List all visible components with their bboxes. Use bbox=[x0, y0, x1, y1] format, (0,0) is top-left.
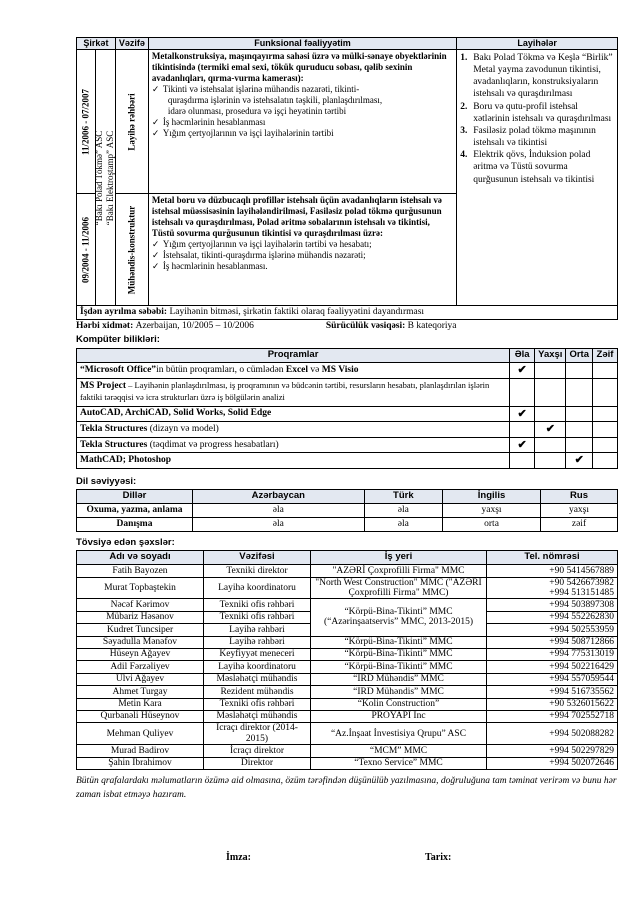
ref-header: Vəzifəsi bbox=[204, 551, 311, 565]
lang-row: Oxuma, yazma, anlama əla əla yaxşı yaxşı bbox=[77, 504, 618, 518]
functional-1-item: idarə olunması, prosedura və işçi heyətinin tərtibi bbox=[167, 105, 347, 116]
references-title: Tövsiyə edən şəxslər: bbox=[76, 536, 175, 548]
company-line-1: “Bakı Polad Tökmə” ASC bbox=[94, 130, 105, 225]
functional-1-item: ✓ Yığım çertyojlarının və işçi layihələrinin tərtibi bbox=[152, 128, 453, 139]
functional-2-item: ✓ İş həcmlərinin hesablanması. bbox=[152, 261, 453, 272]
header-good: Yaxşı bbox=[535, 348, 566, 362]
lang-header: Azərbaycan bbox=[193, 490, 365, 504]
period-1: 11/2006 - 07/2007 bbox=[77, 50, 96, 194]
date-label: Tarix: bbox=[425, 852, 452, 863]
header-position: Vəzifə bbox=[115, 38, 148, 50]
reference-row: Qurbanəli Hüseynov Məsləhətçi mühəndis PROYAPI Inc +994 702552718 bbox=[77, 710, 618, 722]
reference-row: Adil Fərzəliyev Layihə koordinatoru “Körpü-Bina-Tikinti” MMC +994 502216429 bbox=[77, 661, 618, 673]
lang-header: Türk bbox=[364, 490, 442, 504]
program-row: MS Project – Layihənin planlaşdırılması, iş proqramının və büdcənin tərtibi, resursların hesabatı, planlaşdırılan işlərin faktiki tərəqqisi və icra strukturları üzrə iş bölgülərin analizi bbox=[77, 378, 618, 406]
company-cell bbox=[95, 50, 115, 306]
header-company: Şirkət bbox=[77, 38, 116, 50]
computer-skills-table bbox=[76, 348, 618, 469]
reference-row: Mübariz Həsənov Texniki ofis rəhbəri +994 552262830 bbox=[77, 611, 618, 623]
reference-row: Səyadulla Mənəfov Layihə rəhbəri “Körpü-Bina-Tikinti” MMC +994 508712866 bbox=[77, 636, 618, 648]
reference-row: Ahmet Turgay Rezident mühəndis “IRD Mühəndis” MMC +994 516735562 bbox=[77, 686, 618, 698]
functional-2-item: ✓ Yığım çertyojlarının və işçi layihələrin tərtibi və hesabatı; bbox=[152, 239, 453, 250]
position-2: Mühəndis-konstruktur bbox=[115, 194, 148, 306]
header-excellent: Əla bbox=[510, 348, 535, 362]
functional-2-title: Metal boru və düzbucaqlı profillər istehsalı üçün avadanlıqların istehsalı və istehsal müəssisəsinin layihələndirilməsi, Fasiləsiz polad tökmə qurğusunun istehsalı və quraşdırılması, Polad əritmə sobalarının istehsalı və tikintisi, Tüstü sovurma qurğusunun tikintisi və quraşdırılması üzrə: bbox=[151, 195, 442, 238]
references-table bbox=[76, 550, 618, 770]
leave-reason-value: Layihənin bitməsi, şirkətin faktiki olaraq fəaliyyətini dayandırması bbox=[169, 307, 425, 317]
ref-header: İş yeri bbox=[311, 551, 487, 565]
program-row: MathCAD; Photoshop ✔ bbox=[77, 453, 618, 469]
reference-row: Fatih Bayozen Texniki direktor "AZƏRİ Çoxprofilli Firma" MMC +90 5414567889 bbox=[77, 565, 618, 577]
functional-1-item: ✓ İş həcmlərinin hesablanması bbox=[152, 117, 453, 128]
ref-header: Tel. nömrəsi bbox=[487, 551, 618, 565]
license-value: B kateqoriya bbox=[407, 321, 457, 332]
lang-header: İngilis bbox=[443, 490, 541, 504]
reference-row: Nəcəf Kərimov Texniki ofis rəhbəri “Körpü-Bina-Tikinti” MMC (“Azərinşaatservis” MMC, 2013-2015) +994 503897308 bbox=[77, 599, 618, 611]
program-row: Tekla Structures (təqdimat və progress hesabatları) ✔ bbox=[77, 437, 618, 453]
functional-1-title: Metalkonstruksiya, maşınqayırma sahəsi üzrə və mülki-sənaye obyektlərinin tikintisində (termiki emal sexi, tökük quruducu sobası, qəlib sexinin avadanlıqları, qırma-vurma kamerası): bbox=[151, 51, 447, 83]
reference-row: Hüseyn Ağayev Keyfiyyət meneceri “Körpü-Bina-Tikinti” MMC +994 775313019 bbox=[77, 648, 618, 660]
reference-row: Şahin İbrahimov Direktor “Texno Service” MMC +994 502072646 bbox=[77, 757, 618, 769]
projects-cell bbox=[457, 50, 618, 306]
leave-reason-label: İşdən ayrılma səbəbi: bbox=[80, 307, 168, 317]
lang-header: Dillər bbox=[77, 490, 193, 504]
period-2: 09/2004 - 11/2006 bbox=[77, 194, 96, 306]
reference-row: Kudret Tuncsiper Layihə rəhbəri +994 502553959 bbox=[77, 624, 618, 636]
lang-row: Danışma əla əla orta zəif bbox=[77, 518, 618, 532]
experience-table bbox=[76, 37, 618, 320]
computer-skills-title: Kompüter bilikləri: bbox=[76, 334, 160, 346]
languages-title: Dil səviyyəsi: bbox=[76, 475, 137, 487]
reference-row: Ulvi Ağayev Məsləhətçi mühəndis “IRD Mühəndis” MMC +994 557059544 bbox=[77, 673, 618, 685]
functional-2 bbox=[148, 194, 456, 306]
check-mark: ✔ bbox=[535, 422, 566, 438]
position-1: Layihə rəhbəri bbox=[115, 50, 148, 194]
project-item: 1. Bakı Polad Tökmə və Keşlə “Birlik” Metal yayma zavodunun tikintisi, avadanlıqların, konstruksiyaların istehsalı və quraşdırılması bbox=[460, 53, 613, 100]
company-line-2: “Bakı Elektroştamp” ASC bbox=[105, 130, 116, 225]
header-weak: Zəif bbox=[593, 348, 618, 362]
check-mark: ✔ bbox=[510, 437, 535, 453]
military-label: Hərbi xidmət: bbox=[76, 321, 134, 332]
program-row: “Microsoft Office”in bütün proqramları, o cümlədən Excel və MS Visio ✔ bbox=[77, 362, 618, 378]
project-item: 3. Fasiləsiz polad tökmə maşınının istehsalı və tikintisi bbox=[460, 125, 596, 149]
header-projects: Layihələr bbox=[457, 38, 618, 50]
accuracy-statement: Bütün qrafalardakı məlumatların özümə aid olmasına, özüm tərəfindən düşünülüb yazılmasına, doğruluğuna tam təminat verirəm və bunu hər zaman isbat etməyə hazıram. bbox=[76, 775, 617, 801]
lang-header: Rus bbox=[541, 490, 618, 504]
header-programs: Proqramlar bbox=[77, 348, 510, 362]
ref-header: Adı və soyadı bbox=[77, 551, 204, 565]
reference-row: Murat Topbaştekin Layihə koordinatoru "North West Construction" MMC ("AZƏRİ Çoxprofilli Firma" MMC) +90 5426673982 +994 513151485 bbox=[77, 577, 618, 599]
project-item: 4. Elektrik qövs, İnduksion polad əritmə və Tüstü sovurma qurğusunun istehsalı və tikintisi bbox=[460, 150, 595, 185]
project-item: 2. Boru və qutu-profil istehsal xətlərinin istehsalı və quraşdırılması bbox=[460, 101, 612, 124]
program-row: AutoCAD, ArchiCAD, Solid Works, Solid Edge ✔ bbox=[77, 406, 618, 422]
header-medium: Orta bbox=[566, 348, 593, 362]
military-license-line bbox=[76, 320, 618, 334]
header-functional: Funksional fəaliyyətim bbox=[148, 38, 456, 50]
check-mark: ✔ bbox=[566, 453, 593, 469]
check-mark: ✔ bbox=[510, 362, 535, 378]
leave-reason-row bbox=[77, 306, 618, 320]
signature-label: İmza: bbox=[226, 852, 251, 863]
functional-1-item: quraşdırma işlərinin və istehsalatın təşkili, planlaşdırılması, bbox=[167, 94, 383, 105]
shared-workplace: “Körpü-Bina-Tikinti” MMC (“Azərinşaatservis” MMC, 2013-2015) bbox=[311, 599, 487, 636]
program-row: Tekla Structures (dizayn və model) ✔ bbox=[77, 422, 618, 438]
reference-row: Metin Kara Texniki ofis rəhbəri “Kolin Construction” +90 5326015622 bbox=[77, 698, 618, 710]
license-label: Sürücülük vəsiqəsi: bbox=[325, 321, 406, 332]
functional-1-item: ✓ Tikinti və istehsalat işlərinə mühəndis nəzarəti, tikinti- bbox=[152, 84, 453, 95]
reference-row: Mehman Quliyev İcraçı direktor (2014-2015) “Az.İnşaat İnvestisiya Qrupu” ASC +994 502088282 bbox=[77, 723, 618, 745]
military-value: Azerbaijan, 10/2005 – 10/2006 bbox=[135, 321, 254, 332]
languages-table bbox=[76, 489, 618, 532]
functional-1 bbox=[148, 50, 456, 194]
check-mark: ✔ bbox=[510, 406, 535, 422]
functional-2-item: ✓ İstehsalat, tikinti-quraşdırma işlərinə mühəndis nəzarəti; bbox=[152, 250, 453, 261]
reference-row: Murad Badirov İcraçı direktor “MCM” MMC +994 502297829 bbox=[77, 745, 618, 757]
